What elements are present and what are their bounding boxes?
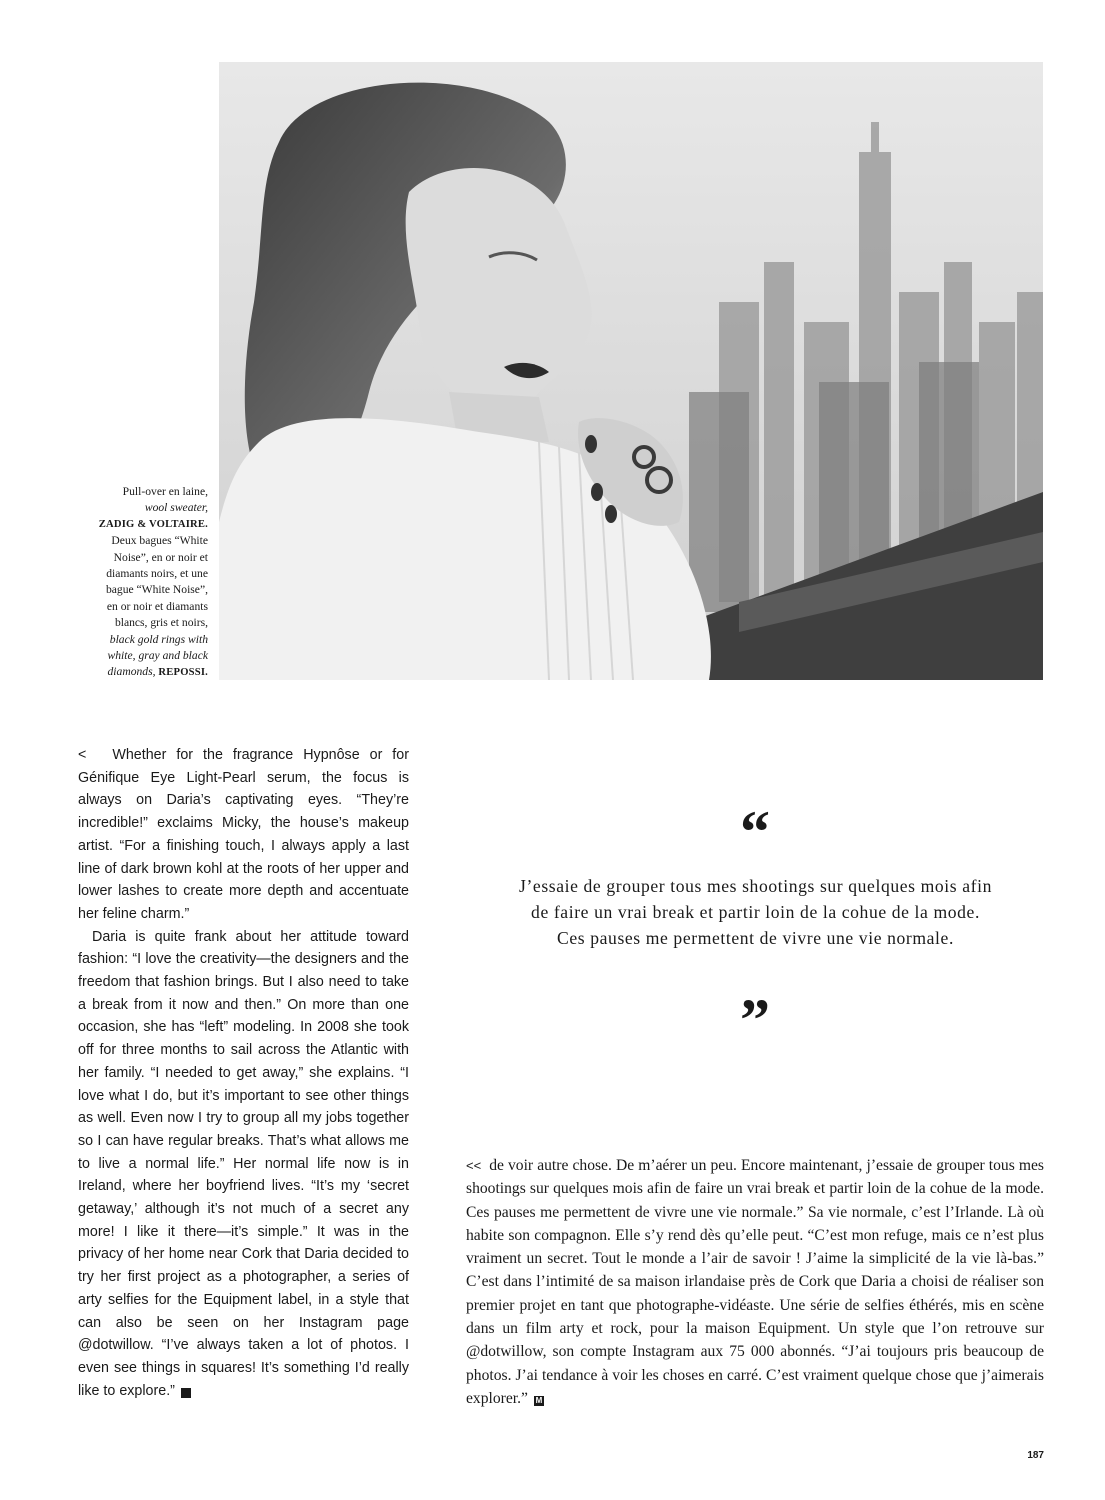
portrait-photo-illustration [219,62,1043,680]
caption-line: wool sweater, [144,501,208,515]
end-mark-icon: M [181,1388,191,1398]
pull-quote-line: de faire un vrai break et partir loin de la cohue de la mode. [531,902,980,923]
caption-line: bague “White Noise”, [105,583,208,597]
caption-line: diamants noirs, et une [106,567,208,581]
caption-line: Deux bagues “White [111,534,208,548]
pull-quote-line: J’essaie de grouper tous mes shootings sur quelques mois afin [519,876,992,896]
caption-brand: ZADIG & VOLTAIRE. [98,518,208,530]
continuation-marker: < [78,747,87,763]
pull-quote-line: Ces pauses me permettent de vivre une vie normale. [557,928,954,949]
page-number: 187 [1027,1450,1044,1461]
french-paragraph-text: de voir autre chose. De m’aérer un peu. Encore maintenant, j’essaie de grouper tous mes shootings sur quelques mois afin de faire un vrai break et partir loin de la cohue de la mode. Ces pauses me permettent de vivre une vie normale.” Sa vie normale, c’est l’Irlande. Là où habite son compagnon. Elle s’y rend dès qu’elle peut. “C’est mon refuge, mais ce n’est plus vraiment un secret. Tout le monde a l’air de savoir ! J’aime la simplicité de la vie là-bas.” C’est dans l’intimité de sa maison irlandaise près de Cork que Daria a choisi de réaliser son premier projet en tant que photographe-vidéaste. Une série de selfies éthérés, mis en scène dans un film arty et rock, pour la maison Equipment. Un style que l’on retrouve sur @dotwillow, son compte Instagram aux 75 000 abonnés. “J’ai toujours pris beaucoup de photos. J’ai tendance à voir les choses en carré. C’est vraiment quelque chose que j’aimerais explorer.” [466,1157,1044,1407]
caption-line: white, gray and black [107,649,208,663]
english-paragraph-text: Whether for the fragrance Hypnôse or for Génifique Eye Light-Pearl serum, the focus is always on Daria’s captivating eyes. “They’re incredible!” exclaims Micky, the house’s makeup artist. “For a finishing touch, I always apply a last line of dark brown kohl at the roots of her upper and lower lashes to create more depth and accentuate her feline charm.” [78,747,409,922]
photo-caption [70,484,208,682]
english-column [78,744,409,1402]
caption-line: Pull-over en laine, [122,485,208,498]
caption-brand: REPOSSI. [158,667,208,679]
french-column [466,1154,1044,1410]
open-quote-mark: “ [740,799,770,865]
english-paragraph-2 [78,926,409,1403]
caption-line: Noise”, en or noir et [113,550,208,564]
caption-line: diamonds, [107,665,156,679]
close-quote-mark: ” [740,987,770,1053]
caption-line: en or noir et diamants [106,599,208,613]
english-paragraph-text: Daria is quite frank about her attitude toward fashion: “I love the creativity—the designers and the freedom that fashion brings. But I also need to take a break from it now and then.” On more than one occasion, she has “left” modeling. In 2008 she took off for three months to sail across the Atlantic with her family. “I needed to get away,” she explains. “I love what I do, but it’s important to see other things as well. Even now I try to group all my jobs together so I can have regular breaks. That’s what allows me to live a normal life.” Her normal life now is in Ireland, where her boyfriend lives. “It’s my ‘secret getaway,’ although it’s not much of a secret any more! I like it there—it’s simple.” It was in the privacy of her home near Cork that Daria decided to try her first project as a photographer, a series of arty selfies for the Equipment label, in a style that can also be seen on her Instagram page @dotwillow. “I’ve always taken a lot of photos. I even see things in squares! It’s something I’d really like to explore.” [78,928,409,1399]
caption-line-last [70,664,208,681]
english-paragraph-1 [78,744,409,926]
pull-quote [466,873,1045,952]
continuation-marker: << [466,1158,482,1173]
caption-line: black gold rings with [109,632,208,646]
end-mark-icon: M [535,1395,543,1405]
caption-line: blancs, gris et noirs, [114,616,208,630]
portrait-photo [219,62,1043,680]
